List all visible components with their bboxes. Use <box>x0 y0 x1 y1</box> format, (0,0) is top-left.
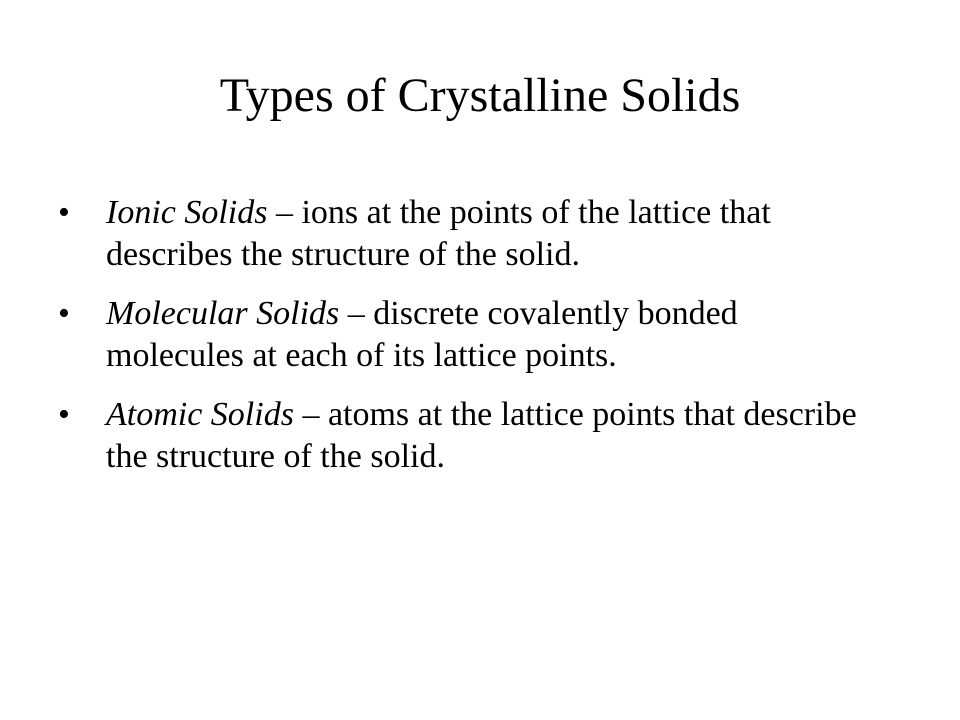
bullet-icon: • <box>58 396 70 433</box>
bullet-icon: • <box>58 295 70 332</box>
bullet-text: ions at the points of the lattice that describes the structure of the solid. <box>106 194 771 273</box>
bullet-item-atomic-solids <box>58 394 878 478</box>
bullet-term: Molecular Solids <box>106 295 340 332</box>
bullet-term: Ionic Solids <box>106 194 268 231</box>
bullet-list <box>58 192 878 495</box>
bullet-text: atoms at the lattice points that describe the structure of the solid. <box>106 396 857 475</box>
bullet-item-molecular-solids <box>58 293 878 377</box>
slide-title: Types of Crystalline Solids <box>219 69 741 122</box>
bullet-icon: • <box>58 194 70 231</box>
bullet-text: discrete covalently bonded molecules at each of its lattice points. <box>106 295 738 374</box>
bullet-separator: – <box>339 295 374 332</box>
bullet-separator: – <box>293 396 328 433</box>
bullet-term: Atomic Solids <box>106 396 294 433</box>
bullet-item-ionic-solids <box>58 192 878 276</box>
bullet-separator: – <box>267 194 302 231</box>
